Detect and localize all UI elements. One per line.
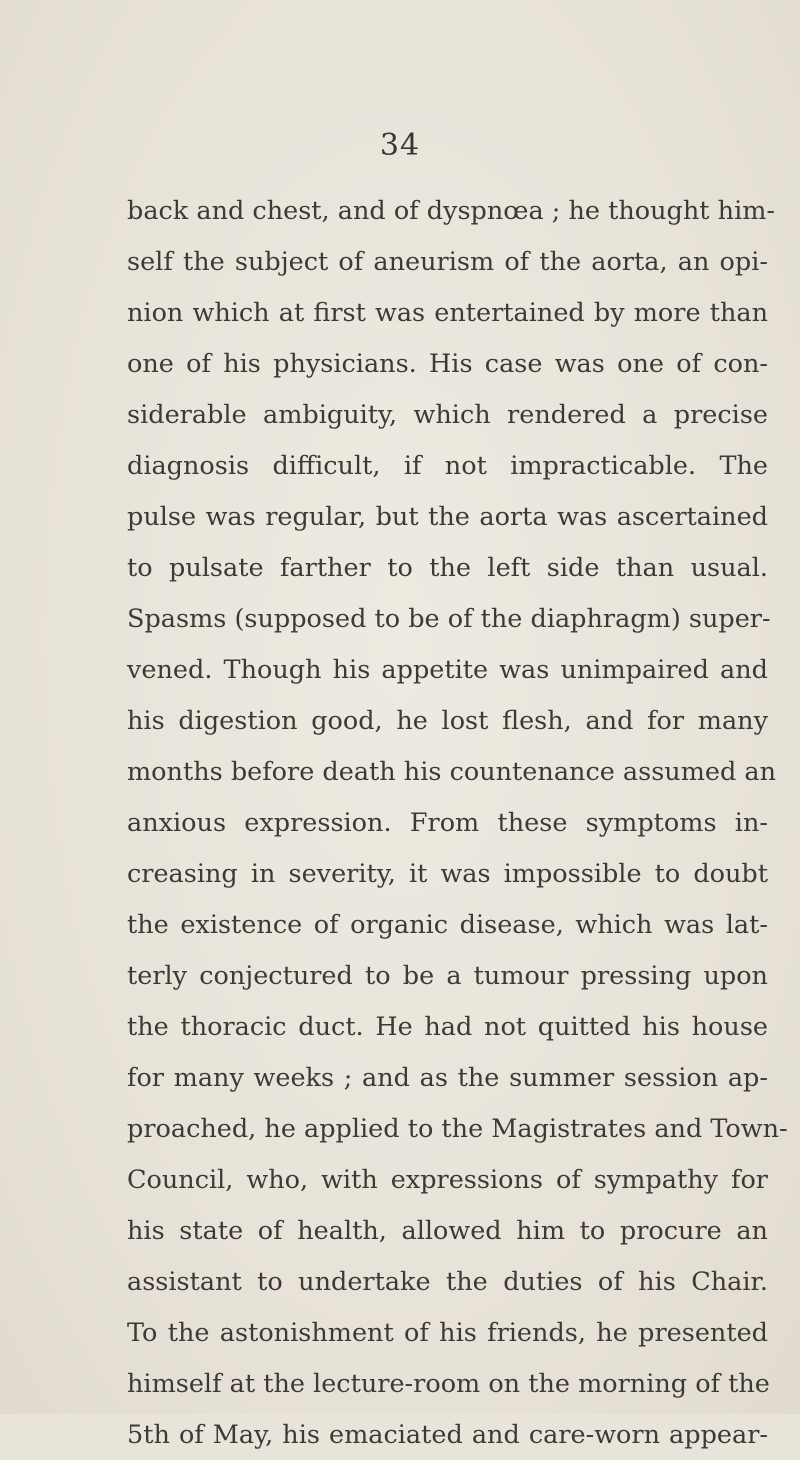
text-line: vened. Though his appetite was unimpaired and [127, 655, 768, 685]
text-line: Council, who, with expressions of sympathy for [127, 1165, 768, 1195]
text-line: 5th of May, his emaciated and care-worn appear- [127, 1420, 768, 1450]
text-line: himself at the lecture-room on the morning of the [127, 1369, 770, 1399]
text-line: anxious expression. From these symptoms in- [127, 808, 768, 838]
text-line: proached, he applied to the Magistrates and Town- [127, 1114, 788, 1144]
page-number: 34 [379, 128, 421, 163]
text-line: siderable ambiguity, which rendered a precise [127, 400, 768, 430]
text-line: creasing in severity, it was impossible to doubt [127, 859, 768, 889]
text-line: To the astonishment of his friends, he presented [127, 1318, 768, 1348]
text-line: assistant to undertake the duties of his Chair. [127, 1267, 768, 1297]
text-line: months before death his countenance assumed an [127, 757, 777, 787]
text-line: the existence of organic disease, which was lat- [127, 910, 768, 940]
text-line: nion which at first was entertained by more than [127, 298, 768, 328]
text-line: his state of health, allowed him to procure an [127, 1216, 768, 1246]
text-line: diagnosis difficult, if not impracticable. The [127, 451, 768, 481]
text-line: one of his physicians. His case was one of con- [127, 349, 768, 379]
text-line: for many weeks ; and as the summer session ap- [127, 1063, 768, 1093]
text-line: his digestion good, he lost flesh, and for many [127, 706, 768, 736]
text-line: terly conjectured to be a tumour pressing upon [127, 961, 768, 991]
text-line: Spasms (supposed to be of the diaphragm) super- [127, 604, 771, 634]
text-line: pulse was regular, but the aorta was ascertained [127, 502, 768, 532]
text-line: to pulsate farther to the left side than usual. [127, 553, 768, 583]
text-line: self the subject of aneurism of the aorta, an opi- [127, 247, 768, 277]
text-line: the thoracic duct. He had not quitted his house [127, 1012, 768, 1042]
text-line: back and chest, and of dyspnœa ; he thought him- [127, 196, 776, 226]
